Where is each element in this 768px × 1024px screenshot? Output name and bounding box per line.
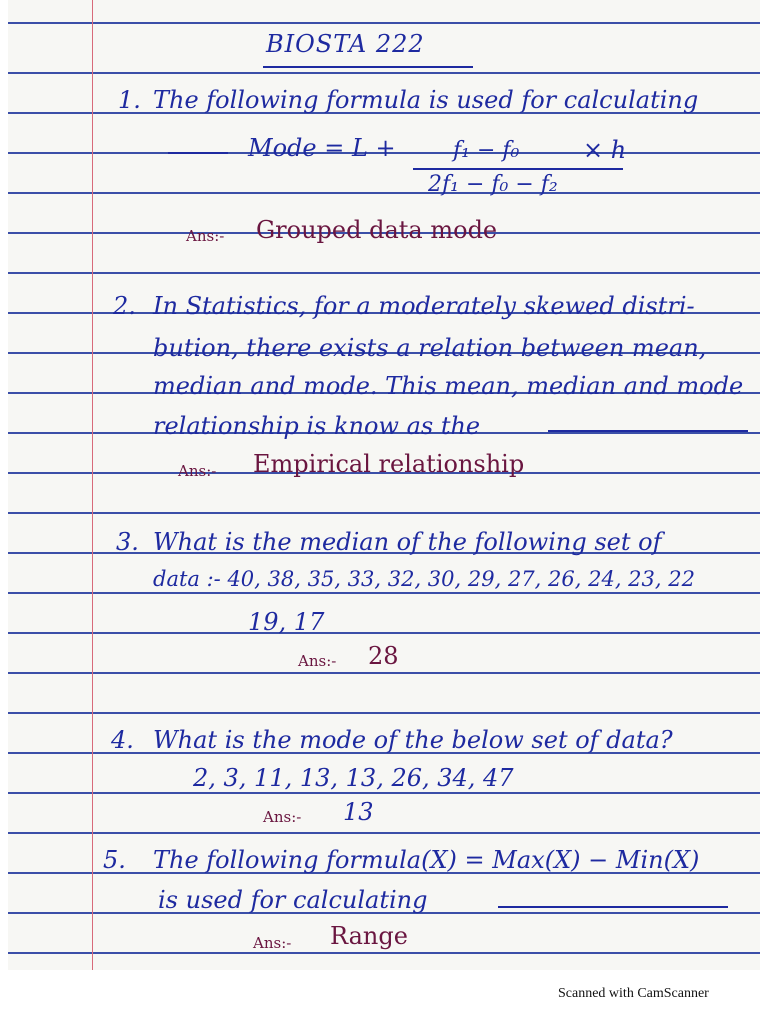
question-2-line-1: In Statistics, for a moderately skewed distri- — [153, 292, 695, 320]
question-2-line-4: relationship is know as the — [153, 412, 481, 440]
question-4-line-1: What is the mode of the below set of data? — [153, 726, 673, 754]
question-5-answer: Range — [330, 922, 408, 950]
question-3-answer: 28 — [368, 642, 399, 670]
question-2-line-2: bution, there exists a relation between mean, — [153, 334, 707, 362]
question-3-line-3: 19, 17 — [248, 608, 325, 636]
question-3-answer-label: Ans:- — [298, 652, 337, 670]
scanner-watermark: Scanned with CamScanner — [558, 986, 709, 1001]
question-4-number: 4. — [111, 726, 134, 754]
question-5-line-1: The following formula(X) = Max(X) − Min(X) — [153, 846, 700, 874]
question-4-line-2: 2, 3, 11, 13, 13, 26, 34, 47 — [193, 764, 514, 792]
question-3-line-2: data :- 40, 38, 35, 33, 32, 30, 29, 27, 26, 24, 23, 22 — [153, 567, 695, 591]
question-4-answer-label: Ans:- — [263, 808, 302, 826]
question-5-number: 5. — [103, 846, 126, 874]
question-5-answer-label: Ans:- — [253, 934, 292, 952]
question-3-line-1: What is the median of the following set of — [153, 528, 662, 556]
question-2-answer-label: Ans:- — [178, 462, 217, 480]
notebook-page — [8, 0, 760, 970]
title-underline — [263, 66, 473, 68]
blank-line — [498, 906, 728, 908]
question-5-line-2: is used for calculating — [158, 886, 428, 914]
formula-numerator: f₁ − f₀ — [453, 138, 520, 163]
blank-line — [548, 430, 748, 432]
blank-line — [168, 152, 228, 154]
formula-suffix: × h — [583, 136, 627, 164]
page-title: BIOSTA 222 — [266, 30, 425, 58]
fraction-bar — [413, 168, 623, 170]
question-4-answer: 13 — [343, 798, 374, 826]
formula-lhs: Mode = L + — [248, 134, 396, 162]
question-2-number: 2. — [113, 292, 136, 320]
formula-denominator: 2f₁ − f₀ − f₂ — [428, 172, 558, 197]
mode-formula — [248, 124, 628, 204]
question-2-answer: Empirical relationship — [253, 450, 525, 478]
question-1-answer: Grouped data mode — [256, 216, 498, 244]
question-1-line-1: The following formula is used for calculating — [153, 86, 699, 114]
question-1-answer-label: Ans:- — [186, 227, 225, 245]
question-1-number: 1. — [118, 86, 141, 114]
question-3-number: 3. — [116, 528, 139, 556]
question-2-line-3: median and mode. This mean, median and mode — [153, 372, 744, 400]
margin-line — [92, 0, 93, 970]
